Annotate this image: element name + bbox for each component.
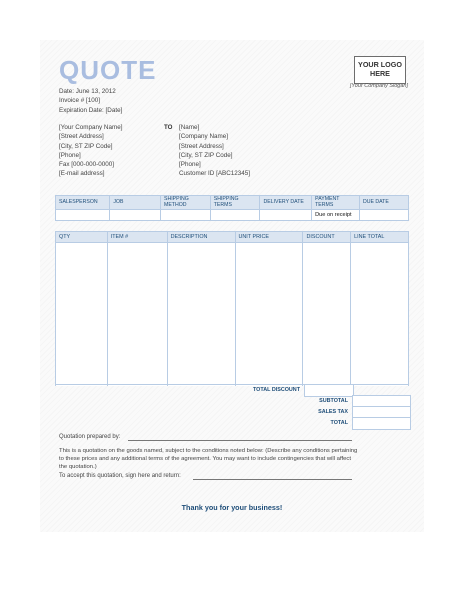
cell-item-number[interactable] bbox=[107, 243, 167, 387]
expiration-date: Expiration Date: [Date] bbox=[59, 106, 123, 114]
items-body-row bbox=[56, 243, 409, 387]
to-address bbox=[179, 123, 250, 179]
from-phone: [Phone] bbox=[59, 151, 81, 159]
items-header-row bbox=[56, 232, 409, 243]
cell-line-total[interactable] bbox=[351, 243, 409, 387]
to-name: [Name] bbox=[179, 124, 200, 131]
to-customer-id: Customer ID [ABC12345] bbox=[179, 170, 251, 178]
from-company: [Your Company Name] bbox=[59, 124, 123, 131]
col-job: JOB bbox=[110, 196, 161, 210]
cell-unit-price[interactable] bbox=[235, 243, 303, 387]
col-due-date: DUE DATE bbox=[359, 196, 408, 210]
cell-discount[interactable] bbox=[303, 243, 351, 387]
signature-line[interactable] bbox=[193, 479, 352, 480]
col-shipping-method: SHIPPING METHOD bbox=[161, 196, 211, 210]
items-table-bottom-rule bbox=[55, 384, 409, 385]
quote-date: Date: June 13, 2012 bbox=[59, 88, 116, 95]
col-payment-terms: PAYMENT TERMS bbox=[312, 196, 360, 210]
col-item-number: ITEM # bbox=[107, 232, 167, 243]
cell-shipping-method[interactable] bbox=[161, 210, 211, 221]
col-qty: QTY bbox=[56, 232, 108, 243]
col-description: DESCRIPTION bbox=[167, 232, 235, 243]
items-table bbox=[55, 231, 409, 386]
total-discount-label: TOTAL DISCOUNT bbox=[252, 387, 300, 393]
thank-you-message: Thank you for your business! bbox=[181, 503, 283, 512]
from-email: [E-mail address] bbox=[59, 170, 105, 178]
accept-label: To accept this quotation, sign here and return: bbox=[59, 473, 181, 479]
cell-delivery-date[interactable] bbox=[260, 210, 312, 221]
shipping-table bbox=[55, 195, 409, 221]
company-slogan: [Your Company Slogan] bbox=[349, 83, 408, 89]
total-value[interactable] bbox=[352, 417, 411, 430]
col-salesperson: SALESPERSON bbox=[56, 196, 110, 210]
shipping-data-row bbox=[56, 210, 409, 221]
to-label: TO bbox=[164, 124, 173, 131]
subtotal-label: SUBTOTAL bbox=[319, 398, 348, 404]
logo-placeholder: YOUR LOGO HERE bbox=[354, 56, 406, 84]
cell-description[interactable] bbox=[167, 243, 235, 387]
total-discount-value[interactable] bbox=[304, 384, 354, 397]
col-unit-price: UNIT PRICE bbox=[235, 232, 303, 243]
col-line-total: LINE TOTAL bbox=[351, 232, 409, 243]
col-discount: DISCOUNT bbox=[303, 232, 351, 243]
shipping-header-row bbox=[56, 196, 409, 210]
total-label: TOTAL bbox=[330, 420, 348, 426]
cell-salesperson[interactable] bbox=[56, 210, 110, 221]
quote-title: QUOTE bbox=[59, 55, 157, 85]
from-city: [City, ST ZIP Code] bbox=[59, 142, 113, 150]
to-city: [City, ST ZIP Code] bbox=[179, 151, 233, 159]
quotation-terms: This is a quotation on the goods named, subject to the conditions noted below: (Describe any conditions pertaining to these prices and any additional terms of the agreement. You may want to include contingencies that will affect the quotation.) bbox=[59, 448, 358, 470]
col-shipping-terms: SHIPPING TERMS bbox=[210, 196, 260, 210]
from-address bbox=[59, 123, 122, 179]
to-company: [Company Name] bbox=[179, 133, 228, 141]
from-street: [Street Address] bbox=[59, 133, 104, 141]
cell-shipping-terms[interactable] bbox=[210, 210, 260, 221]
prepared-by-label: Quotation prepared by: bbox=[59, 434, 121, 440]
col-delivery-date: DELIVERY DATE bbox=[260, 196, 312, 210]
invoice-number: Invoice # [100] bbox=[59, 97, 100, 105]
cell-due-date[interactable] bbox=[359, 210, 408, 221]
quote-meta bbox=[59, 87, 122, 115]
cell-job[interactable] bbox=[110, 210, 161, 221]
from-fax: Fax [000-000-0000] bbox=[59, 161, 114, 169]
sales-tax-label: SALES TAX bbox=[318, 409, 348, 415]
to-phone: [Phone] bbox=[179, 161, 201, 169]
cell-qty[interactable] bbox=[56, 243, 108, 387]
to-street: [Street Address] bbox=[179, 142, 224, 150]
cell-payment-terms[interactable]: Due on receipt bbox=[312, 210, 360, 221]
prepared-by-line[interactable] bbox=[128, 440, 352, 441]
